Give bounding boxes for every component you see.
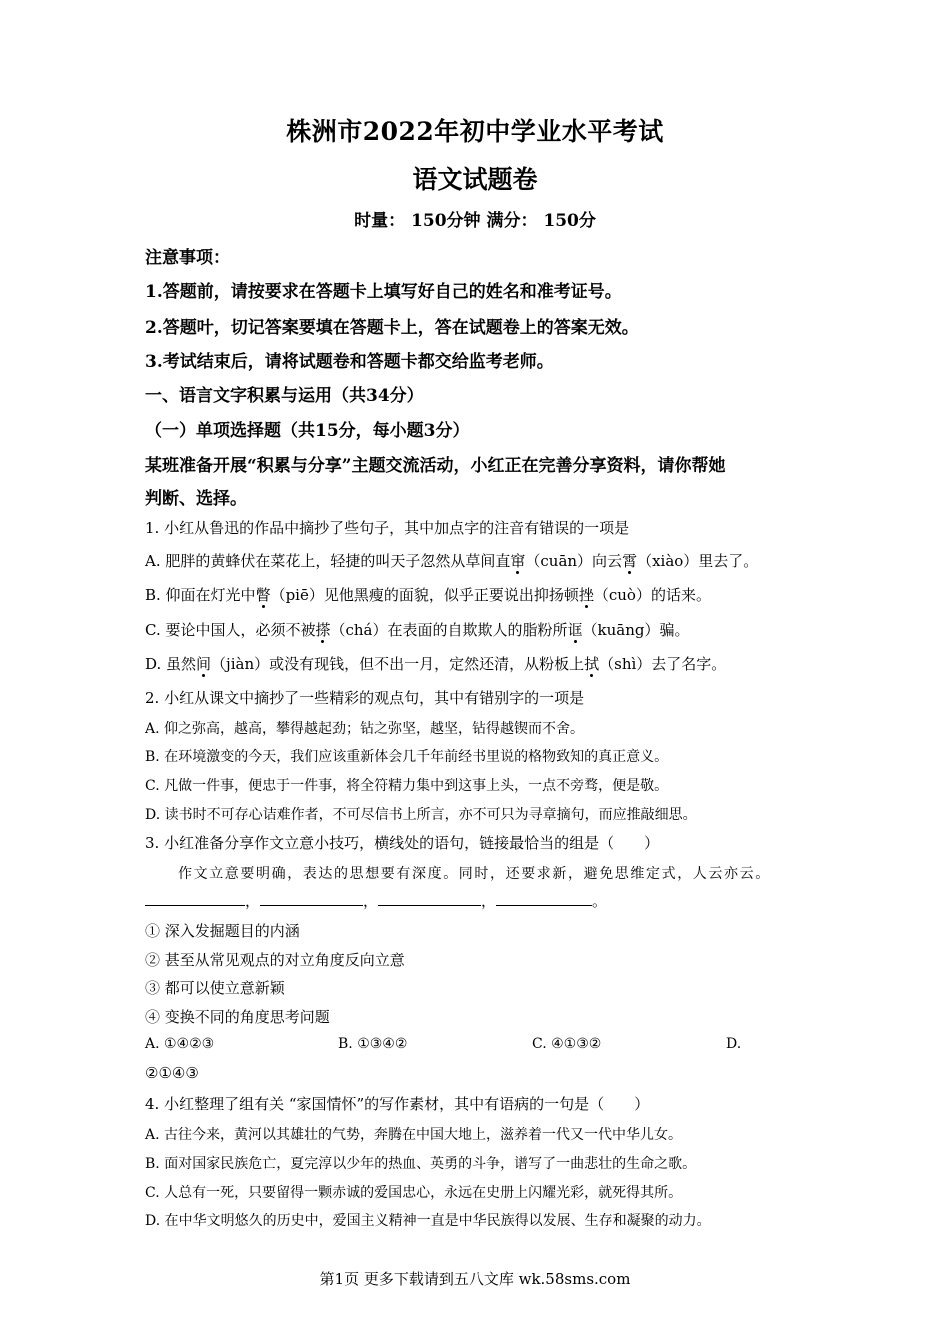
- q1-a-dotted-char-1: 窜: [510, 552, 526, 570]
- q3-blanks: [145, 890, 607, 911]
- q3-option-b: B. ①③④②: [338, 1036, 408, 1052]
- q1-a-text-mid: （cuān）向云: [525, 552, 623, 570]
- q1-d-text-pre: D. 虽然: [145, 655, 197, 673]
- q1-a-dotted-char-2: 霄: [622, 552, 638, 570]
- section-heading: 一、语言文字积累与运用（共34分）: [145, 386, 424, 406]
- q1-option-b: [145, 584, 711, 605]
- q3-sep-2: ，: [363, 892, 379, 910]
- q1-option-d: [145, 653, 726, 674]
- q3-item-2: ② 甚至从常见观点的对立角度反向立意: [145, 951, 405, 969]
- q4-option-d: D. 在中华文明悠久的历史中，爱国主义精神一直是中华民族得以发展、生存和凝聚的动力。: [145, 1213, 711, 1229]
- q1-b-text-post: （cuò）的话来。: [593, 586, 711, 604]
- q2-stem: 2. 小红从课文中摘抄了一些精彩的观点句，其中有错别字的一项是: [145, 689, 585, 707]
- intro-line-1: 某班准备开展“积累与分享”主题交流活动，小红正在完善分享资料，请你帮她: [145, 456, 726, 476]
- q3-stem: 3. 小红准备分享作文立意小技巧，横线处的语句，链接最恰当的组是（ ）: [145, 834, 660, 852]
- exam-title: 株洲市2022年初中学业水平考试: [286, 117, 664, 146]
- exam-subtitle: 语文试题卷: [412, 165, 538, 194]
- q3-option-d: D.: [726, 1036, 742, 1052]
- q2-option-b: B. 在环境激变的今天，我们应该重新体会几千年前经书里说的格物致知的真正意义。: [145, 749, 669, 765]
- q1-c-text-pre: C. 要论中国人，必须不被: [145, 621, 316, 639]
- q4-option-c: C. 人总有一死，只要留得一颗赤诚的爱国忠心，永远在史册上闪耀光彩，就死得其所。: [145, 1185, 683, 1201]
- q3-blank-4: [496, 891, 592, 906]
- q1-c-dotted-char-2: 诓: [567, 621, 583, 639]
- q2-option-c: C. 凡做一件事，便忠于一件事，将全符精力集中到这事上头，一点不旁骛，便是敬。: [145, 778, 669, 794]
- note-item-3: 3.考试结束后，请将试题卷和答题卡都交给监考老师。: [145, 352, 554, 372]
- q1-stem: 1. 小红从鲁迅的作品中摘抄了些句子，其中加点字的注音有错误的一项是: [145, 519, 630, 537]
- q3-blank-3: [378, 891, 481, 906]
- q1-b-text-mid: （piē）见他黑瘦的面貌，似乎正要说出抑扬顿: [270, 586, 579, 604]
- q1-c-text-post: （kuāng）骗。: [582, 621, 690, 639]
- time-score-info: 时量： 150分钟 满分： 150分: [354, 211, 596, 231]
- q3-sep-3: ，: [481, 892, 497, 910]
- q1-d-text-post: （shì）去了名字。: [599, 655, 727, 673]
- q3-item-3: ③ 都可以使立意新颖: [145, 979, 285, 997]
- q4-option-b: B. 面对国家民族危亡，夏完淳以少年的热血、英勇的斗争，谱写了一曲悲壮的生命之歌。: [145, 1156, 697, 1172]
- q4-stem: 4. 小红整理了组有关 “家国情怀”的写作素材，其中有语病的一句是（ ）: [145, 1095, 650, 1113]
- q3-option-d-wrap: ②①④③: [145, 1064, 199, 1082]
- q1-c-dotted-char-1: 搽: [315, 621, 331, 639]
- q1-d-dotted-char-2: 拭: [584, 655, 600, 673]
- q3-end: 。: [592, 892, 608, 910]
- q3-sep-1: ，: [245, 892, 261, 910]
- subsection-heading: （一）单项选择题（共15分，每小题3分）: [145, 421, 470, 441]
- q1-b-dotted-char-1: 瞥: [255, 586, 271, 604]
- q1-b-text-pre: B. 仰面在灯光中: [145, 586, 256, 604]
- q3-passage: 作文立意要明确，表达的思想要有深度。同时，还要求新，避免思维定式，人云亦云。: [178, 866, 771, 882]
- note-item-2: 2.答题叶，切记答案要填在答题卡上，答在试题卷上的答案无效。: [145, 318, 639, 338]
- q3-item-1: ① 深入发掘题目的内涵: [145, 922, 300, 940]
- q1-b-dotted-char-2: 挫: [578, 586, 594, 604]
- notes-heading: 注意事项：: [145, 248, 230, 268]
- q3-blank-1: [145, 891, 245, 906]
- q1-option-a: [145, 550, 758, 571]
- q1-d-text-mid: （jiàn）或没有现钱，但不出一月，定然还清，从粉板上: [211, 655, 585, 673]
- q1-d-dotted-char-1: 间: [196, 655, 212, 673]
- intro-line-2: 判断、选择。: [145, 489, 247, 509]
- q3-blank-2: [260, 891, 363, 906]
- q2-option-d: D. 读书时不可存心诘难作者，不可尽信书上所言，亦不可只为寻章摘句，而应推敲细思。: [145, 807, 697, 823]
- page-footer: 第1页 更多下载请到五八文库 wk.58sms.com: [319, 1270, 631, 1288]
- q3-item-4: ④ 变换不同的角度思考问题: [145, 1008, 330, 1026]
- note-item-1: 1.答题前，请按要求在答题卡上填写好自己的姓名和准考证号。: [145, 282, 622, 302]
- q2-option-a: A. 仰之弥高，越高，攀得越起劲；钻之弥坚，越坚，钻得越锲而不舍。: [145, 721, 585, 737]
- q3-option-c: C. ④①③②: [532, 1036, 602, 1052]
- q1-a-text-post: （xiào）里去了。: [637, 552, 759, 570]
- q4-option-a: A. 古往今来，黄河以其雄壮的气势，奔腾在中国大地上，滋养着一代又一代中华儿女。: [145, 1127, 683, 1143]
- q1-c-text-mid: （chá）在表面的自欺欺人的脂粉所: [330, 621, 568, 639]
- q1-a-text-pre: A. 肥胖的黄蜂伏在菜花上，轻捷的叫天子忽然从草间直: [145, 552, 511, 570]
- q3-option-a: A. ①④②③: [145, 1036, 215, 1052]
- q1-option-c: [145, 619, 690, 640]
